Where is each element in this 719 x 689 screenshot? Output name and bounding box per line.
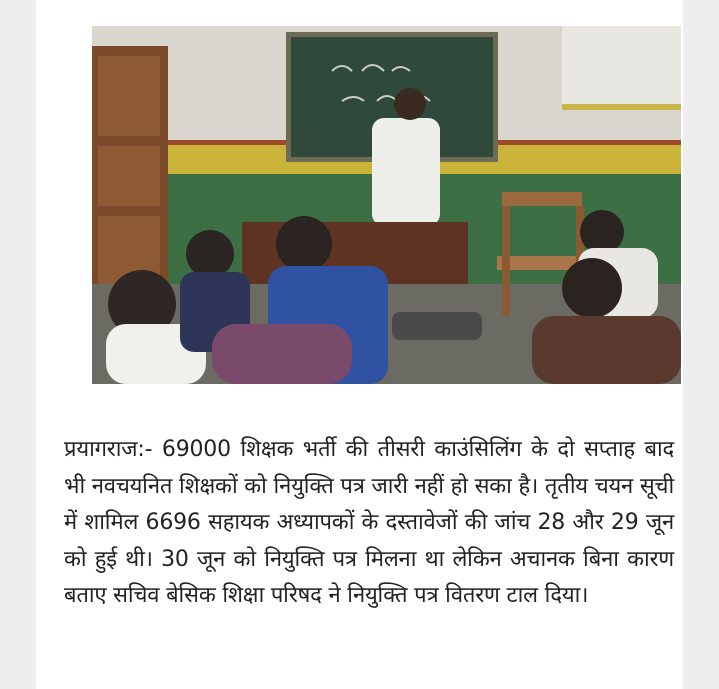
classroom-photo-illustration bbox=[92, 26, 681, 384]
student-head bbox=[562, 258, 622, 318]
teacher bbox=[372, 118, 440, 226]
student-head bbox=[276, 216, 332, 272]
classroom-photo bbox=[92, 26, 681, 384]
school-bag bbox=[392, 312, 482, 340]
student-shirt bbox=[532, 316, 681, 384]
student-head bbox=[580, 210, 624, 254]
chair-leg bbox=[502, 206, 510, 316]
door-panel-mid bbox=[98, 146, 160, 206]
teacher-head bbox=[394, 88, 426, 120]
article-card bbox=[36, 0, 683, 689]
window-sill bbox=[562, 104, 681, 110]
door-panel-top bbox=[98, 56, 160, 136]
window bbox=[562, 26, 681, 106]
student-head bbox=[186, 230, 234, 278]
article-body: प्रयागराज:- 69000 शिक्षक भर्ती की तीसरी काउंसिलिंग के दो सप्ताह बाद भी नवचयनित शिक्षकों को नियुक्ति पत्र जारी नहीं हो सका है। तृतीय चयन सूची में शामिल 6696 सहायक अध्यापकों के दस्तावेजों की जांच 28 और 29 जून को हुई थी। 30 जून को नियुक्ति पत्र मिलना था लेकिन अचानक बिना कारण बताए सचिव बेसिक शिक्षा परिषद ने नियुक्ति पत्र वितरण टाल दिया। bbox=[64, 437, 674, 608]
school-bag bbox=[212, 324, 352, 384]
chair-back bbox=[502, 192, 582, 206]
